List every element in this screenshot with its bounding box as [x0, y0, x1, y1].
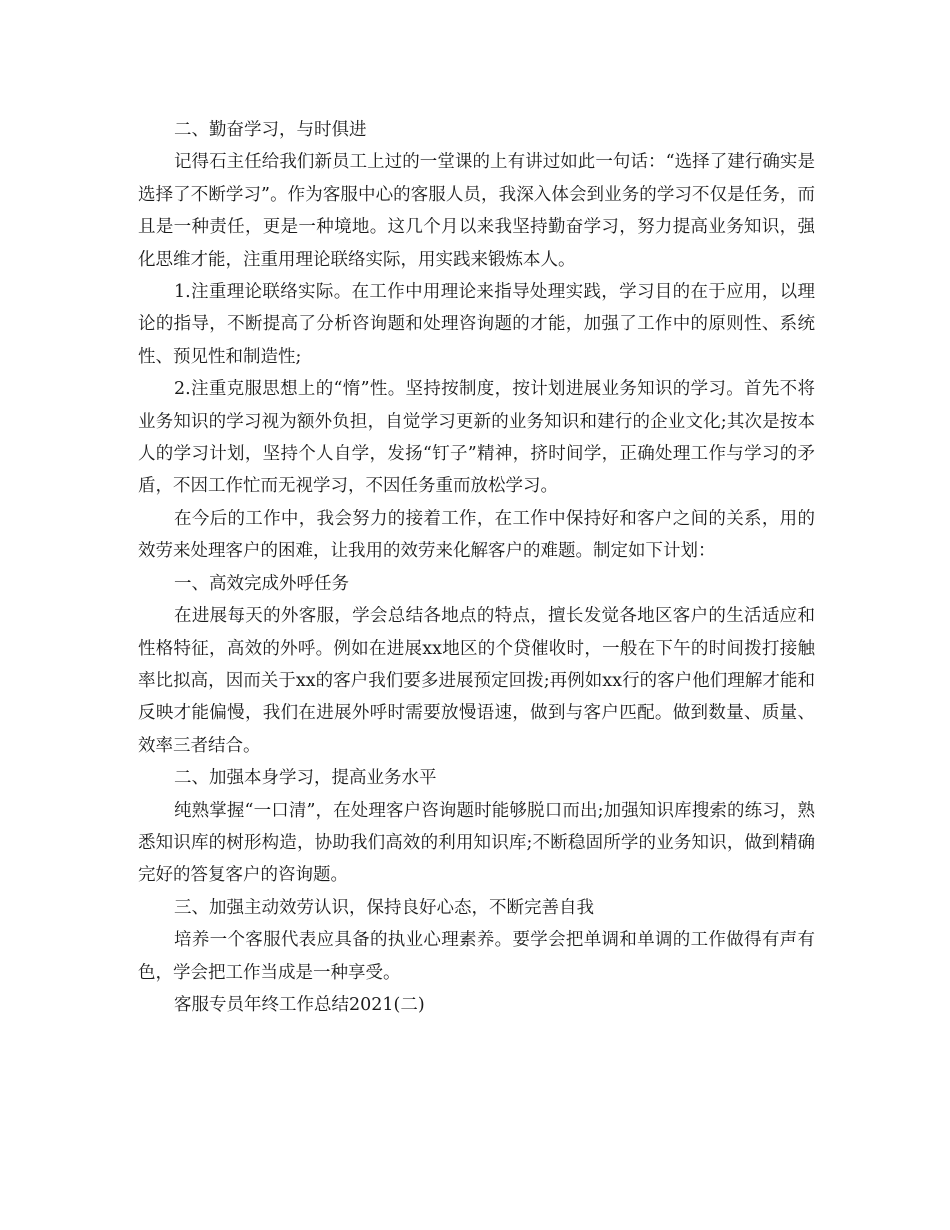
paragraph-self-study: 纯熟掌握“一口清”，在处理客户咨询题时能够脱口而出;加强知识库搜索的练习，熟悉知识库的树形构造，协助我们高效的利用知识库;不断稳固所学的业务知识，做到精确完好的答复客户的咨询题。 [138, 800, 815, 886]
paragraph-learning-quote: 记得石主任给我们新员工上过的一堂课的上有讲过如此一句话：“选择了建行确实是选择了不断学习”。作为客服中心的客服人员，我深入体会到业务的学习不仅是任务，而且是一种责任，更是一种境地。这几个月以来我坚持勤奋学习，努力提高业务知识，强化思维才能，注重用理论联络实际，用实践来锻炼本人。 [138, 152, 815, 270]
paragraph-future-plan: 在今后的工作中，我会努力的接着工作，在工作中保持好和客户之间的关系，用的效劳来处理客户的困难，让我用的效劳来化解客户的难题。制定如下计划： [138, 508, 815, 562]
paragraph-service-awareness: 培养一个客服代表应具备的执业心理素养。要学会把单调和单调的工作做得有声有色，学会把工作当成是一种享受。 [138, 930, 815, 983]
section-heading-service-awareness: 三、加强主动效劳认识，保持良好心态，不断完善自我 [174, 897, 594, 918]
paragraph-overcome-inertia: 2.注重克服思想上的“惰”性。坚持按制度，按计划进展业务知识的学习。首先不将业务知识的学习视为额外负担，自觉学习更新的业务知识和建行的企业文化;其次是按本人的学习计划，坚持个人自学，发扬“钉子”精神，挤时间学，正确处理工作与学习的矛盾，不因工作忙而无视学习，不因任务重而放松学习。 [138, 379, 815, 497]
section-heading-outbound-calls: 一、高效完成外呼任务 [174, 573, 349, 594]
document-subtitle-part-two: 客服专员年终工作总结2021(二) [174, 994, 425, 1015]
section-heading-diligent-study: 二、勤奋学习，与时俱进 [174, 120, 367, 140]
paragraph-theory-practice: 1.注重理论联络实际。在工作中用理论来指导处理实践，学习目的在于应用，以理论的指导，不断提高了分析咨询题和处理咨询题的才能，加强了工作中的原则性、系统性、预见性和制造性; [138, 282, 815, 367]
paragraph-outbound-calls: 在进展每天的外客服，学会总结各地点的特点，擅长发觉各地区客户的生活适应和性格特征，高效的外呼。例如在进展xx地区的个贷催收时，一般在下午的时间拨打接触率比拟高，因而关于xx的客户我们要多进展预定回拨;再例如xx行的客户他们理解才能和反映才能偏慢，我们在进展外呼时需要放慢语速，做到与客户匹配。做到数量、质量、效率三者结合。 [138, 606, 815, 756]
document-body [138, 114, 815, 1021]
section-heading-self-study: 二、加强本身学习，提高业务水平 [174, 768, 437, 789]
